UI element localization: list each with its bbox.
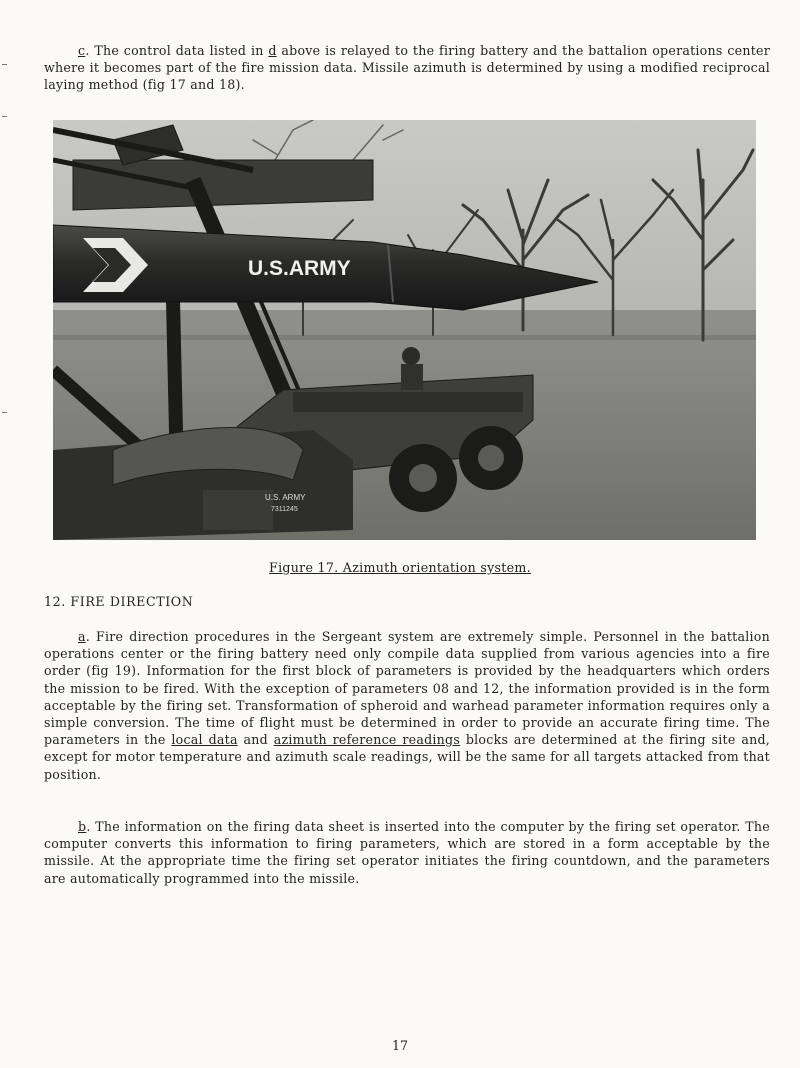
figure-caption: Figure 17. Azimuth orientation system.	[269, 560, 531, 575]
paragraph-label: c	[78, 43, 86, 58]
missile-marking: U.S.ARMY	[248, 257, 351, 280]
paragraph-label: a	[78, 629, 86, 644]
margin-mark	[2, 116, 7, 117]
paragraph-a	[44, 628, 770, 783]
paragraph-text: . The control data listed in	[85, 43, 269, 58]
paragraph-text: and	[237, 732, 274, 748]
paragraph-text: blocks are determined at the firing site and, except for motor temperature and azimuth scale readings, will be the same for all targets attacked from that position.	[44, 732, 771, 782]
tree-line	[53, 310, 756, 340]
margin-mark	[2, 412, 7, 413]
paragraph-text: . The information on the firing data sheet is inserted into the computer by the firing set operator. The computer converts this information to firing parameters, which are stored in a form acceptable by the missile. At the appropriate time the firing set operator initiates the firing countdown, and the parameters are automatically programmed into the missile.	[44, 819, 770, 886]
paragraph-text: . Fire direction procedures in the Sergeant system are extremely simple. Personnel in the battalion operations center or the firing battery need only compile data supplied from various agencies into a fire order (fig 19). Information for the first block of parameters is provided by the headquarters which orders the mission to be fired. With the exception of parameters 08 and 12, the information provided is in the form acceptable by the firing set. Transformation of spheroid and warhead parameter information requires only a simple conversion. The time of flight must be determined in order to provide an accurate firing time. The parameters in the	[44, 629, 770, 748]
cross-reference: d	[268, 43, 277, 58]
section-heading: 12. FIRE DIRECTION	[44, 594, 194, 609]
local-data-term: local data	[171, 732, 238, 748]
paragraph-label: b	[78, 819, 87, 834]
paragraph-text: above is relayed to the firing battery and the battalion operations center where it becomes part of the fire mission data. Missile azimuth is determined by using a modified reciprocal laying method (fig 17 and 18).	[44, 43, 770, 93]
paragraph-b	[44, 818, 770, 887]
margin-mark	[2, 64, 7, 65]
operator	[402, 347, 420, 365]
vehicle-number: 7311245	[271, 506, 298, 513]
page-number: 17	[391, 1038, 409, 1053]
paragraph-e	[44, 42, 770, 94]
figure-17-photo	[53, 120, 756, 540]
vehicle-marking: U.S. ARMY	[265, 493, 306, 502]
azimuth-reference-term: azimuth reference readings	[273, 732, 461, 748]
